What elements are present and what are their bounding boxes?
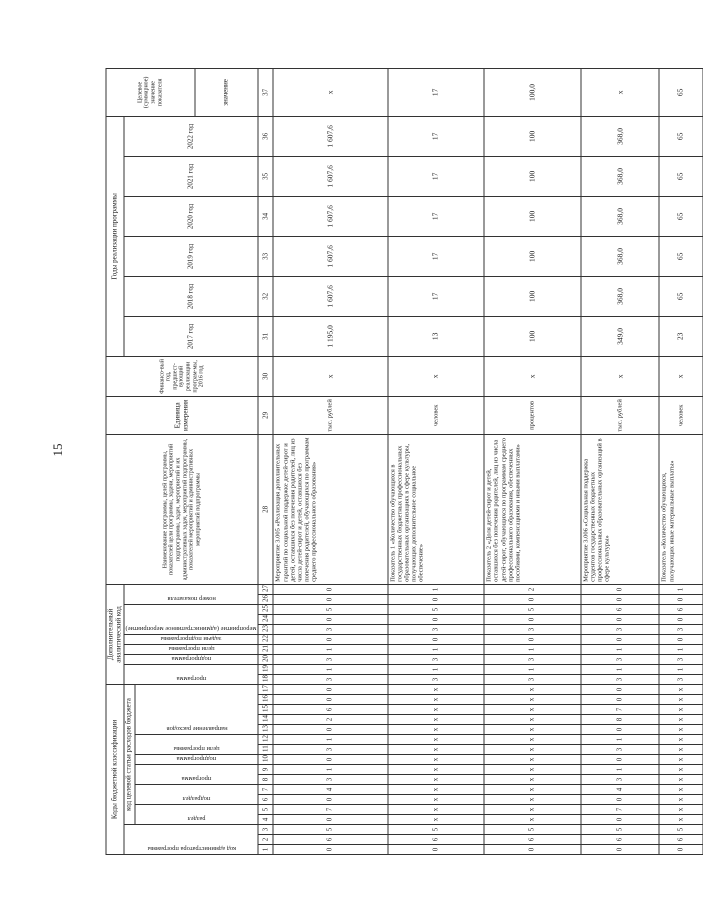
code-cell: 7 (580, 705, 659, 715)
code-cell: х (484, 805, 581, 815)
code-cell: 7 (273, 805, 387, 815)
row-name: Показатель 2 «Доля детей-сирот и детей, оставшихся без попечения родителей, лиц из числа детей-сирот, обучающихся по программам среднего профессионального образования, обеспеченных пособиями, компенсациями и иными выплатами» (484, 434, 581, 584)
code-cell: 6 (659, 604, 702, 614)
code-cell: х (659, 684, 702, 694)
code-cell: 0 (273, 684, 387, 694)
code-cell: 0 (273, 634, 387, 644)
code-cell: 0 (659, 634, 702, 644)
code-cell: 3 (580, 624, 659, 634)
column-number: 20 (258, 654, 273, 664)
code-cell: х (484, 695, 581, 705)
header-podprogramma: подпрограмма (135, 755, 258, 765)
row-target: 17 (387, 68, 484, 116)
code-cell: 6 (387, 835, 484, 845)
row-target: 100,0 (484, 68, 581, 116)
code-cell: 3 (273, 654, 387, 664)
code-cell: 0 (659, 594, 702, 604)
code-cell: х (387, 695, 484, 705)
code-cell: 3 (659, 624, 702, 634)
code-cell: 5 (273, 825, 387, 835)
code-cell: 1 (387, 584, 484, 594)
row-unit: человек (659, 396, 702, 434)
code-cell: 5 (484, 604, 581, 614)
code-cell: 0 (580, 795, 659, 805)
code-cell: 3 (484, 654, 581, 664)
row-unit: человек (387, 396, 484, 434)
header-podprogramma2: подпрограмма (124, 654, 258, 664)
code-cell: 0 (273, 584, 387, 594)
code-cell: 3 (387, 674, 484, 684)
code-cell: 3 (659, 674, 702, 684)
code-cell: 3 (580, 745, 659, 755)
row-year-value: 1 607,6 (273, 236, 387, 276)
code-cell: 0 (580, 594, 659, 604)
code-cell: 0 (273, 594, 387, 604)
column-number: 30 (258, 356, 273, 396)
code-cell: 3 (484, 674, 581, 684)
code-cell: 0 (484, 845, 581, 855)
row-year-value: 13 (387, 316, 484, 356)
row-year-value: 368,0 (580, 276, 659, 316)
code-cell: 0 (273, 815, 387, 825)
code-cell: х (484, 735, 581, 745)
row-fin-year: х (273, 356, 387, 396)
row-year-value: 23 (659, 316, 702, 356)
code-cell: х (387, 755, 484, 765)
header-2021: 2021 год (124, 156, 258, 196)
row-fin-year: х (387, 356, 484, 396)
code-cell: 3 (387, 624, 484, 634)
header-tsel-prog2: цели программы (124, 644, 258, 654)
header-podrazdel: подраздел (135, 785, 258, 805)
code-cell: 5 (387, 825, 484, 835)
row-year-value: 100 (484, 156, 581, 196)
table-row (659, 68, 702, 854)
code-cell: 0 (580, 725, 659, 735)
code-cell: х (387, 805, 484, 815)
rotated-table-wrapper (105, 75, 685, 855)
code-cell: х (387, 775, 484, 785)
code-cell: 0 (580, 755, 659, 765)
row-year-value: 17 (387, 156, 484, 196)
page-number: 15 (50, 443, 65, 457)
row-target: х (580, 68, 659, 116)
row-unit: тыс. рублей (580, 396, 659, 434)
header-target-sub: значение (195, 68, 258, 116)
code-cell: 0 (580, 695, 659, 705)
code-cell: 5 (484, 825, 581, 835)
code-cell: х (659, 795, 702, 805)
code-cell: 0 (580, 845, 659, 855)
header-extra-code: Дополнительный аналитический код (106, 584, 124, 684)
code-cell: х (659, 775, 702, 785)
column-number: 23 (258, 624, 273, 634)
column-number: 25 (258, 604, 273, 614)
column-number: 18 (258, 674, 273, 684)
code-cell: 6 (484, 835, 581, 845)
header-napr-rash: направление расходов (135, 684, 258, 734)
row-year-value: 100 (484, 196, 581, 236)
code-cell: х (659, 715, 702, 725)
code-cell: 5 (580, 825, 659, 835)
row-name: Мероприятие 3.006 «Социальная поддержка студентов государственных бюджетных профессиональных образовательных организаций в сфере культуры» (580, 434, 659, 584)
column-number: 15 (258, 705, 273, 715)
column-number: 16 (258, 695, 273, 705)
row-name: Показатель «Количество обучающихся, получающих иные материальные выплаты» (659, 434, 702, 584)
table-row (273, 68, 387, 854)
code-cell: 6 (273, 835, 387, 845)
code-cell: 5 (659, 825, 702, 835)
table-row (580, 68, 659, 854)
row-year-value: 65 (659, 116, 702, 156)
code-cell: х (659, 705, 702, 715)
row-year-value: 65 (659, 196, 702, 236)
code-cell: 0 (273, 755, 387, 765)
column-number: 27 (258, 584, 273, 594)
code-cell: х (659, 745, 702, 755)
code-cell: 0 (273, 695, 387, 705)
code-cell: х (484, 765, 581, 775)
table-body (273, 68, 702, 854)
code-cell: 3 (580, 674, 659, 684)
code-cell: 1 (659, 644, 702, 654)
header-bcc: Коды бюджетной классификации (106, 684, 124, 854)
program-table (105, 68, 703, 855)
code-cell: 0 (580, 584, 659, 594)
code-cell: х (484, 795, 581, 805)
code-cell: х (484, 745, 581, 755)
code-cell: х (484, 815, 581, 825)
row-unit: процентов (484, 396, 581, 434)
column-number: 21 (258, 644, 273, 654)
code-cell: 1 (273, 765, 387, 775)
column-number: 13 (258, 725, 273, 735)
header-unit: Единица измерения (106, 396, 258, 434)
column-number: 6 (258, 795, 273, 805)
document-sheet (105, 75, 685, 855)
code-cell: 4 (580, 785, 659, 795)
row-year-value: 368,0 (580, 236, 659, 276)
code-cell: х (659, 765, 702, 775)
header-2018: 2018 год (124, 276, 258, 316)
code-cell: 0 (484, 634, 581, 644)
row-fin-year: х (659, 356, 702, 396)
code-cell: х (387, 725, 484, 735)
code-cell: х (484, 684, 581, 694)
code-cell: 3 (484, 624, 581, 634)
header-tsel-prog: цели программы (135, 735, 258, 755)
column-number: 26 (258, 594, 273, 604)
code-cell: 3 (580, 775, 659, 785)
row-year-value: 100 (484, 316, 581, 356)
row-year-value: 65 (659, 236, 702, 276)
code-cell: 0 (580, 614, 659, 624)
column-number: 8 (258, 775, 273, 785)
header-2019: 2019 год (124, 236, 258, 276)
code-cell: х (484, 725, 581, 735)
row-year-value: 65 (659, 276, 702, 316)
row-target: х (273, 68, 387, 116)
code-cell: х (387, 785, 484, 795)
code-cell: 2 (484, 584, 581, 594)
code-cell: 3 (273, 674, 387, 684)
row-year-value: 17 (387, 116, 484, 156)
code-cell: 3 (273, 745, 387, 755)
column-number: 11 (258, 745, 273, 755)
header-target: Целевое (суммарное) значение показателя (106, 68, 195, 116)
header-row-groups (106, 68, 124, 854)
column-number: 37 (258, 68, 273, 116)
code-cell: 3 (659, 654, 702, 664)
code-cell: 1 (659, 584, 702, 594)
row-year-value: 100 (484, 236, 581, 276)
column-number: 14 (258, 715, 273, 725)
code-cell: 6 (273, 705, 387, 715)
row-year-value: 1 607,6 (273, 196, 387, 236)
column-number: 17 (258, 684, 273, 694)
code-cell: 3 (387, 654, 484, 664)
code-cell: х (484, 785, 581, 795)
code-cell: 1 (580, 664, 659, 674)
code-cell: х (659, 735, 702, 745)
header-programma2: программа (124, 664, 258, 684)
code-cell: 0 (273, 845, 387, 855)
column-number: 5 (258, 805, 273, 815)
column-number: 2 (258, 835, 273, 845)
row-year-value: 1 195,0 (273, 316, 387, 356)
table-row (387, 68, 484, 854)
row-year-value: 368,0 (580, 156, 659, 196)
code-cell: 5 (273, 604, 387, 614)
header-name: Наименование программы, целей программы, показателей цели программы, задачи, мероприятий подпрограммы, задач, мероприятий и их административных задач, мероприятий подпрограммы, показателей мероприятий и административных мероприятий подпрограммы (106, 434, 258, 584)
column-number: 1 (258, 845, 273, 855)
row-unit: тыс. рублей (273, 396, 387, 434)
code-cell: 0 (273, 614, 387, 624)
column-number: 28 (258, 434, 273, 584)
header-meropriyatie: мероприятие (административное мероприятие) (124, 604, 258, 634)
column-number: 36 (258, 116, 273, 156)
header-zadachi: задачи подпрограммы (124, 634, 258, 644)
code-cell: 1 (580, 765, 659, 775)
code-cell: 1 (484, 664, 581, 674)
column-number-row (258, 68, 273, 854)
row-year-value: 65 (659, 156, 702, 196)
code-cell: 1 (659, 664, 702, 674)
code-cell: 0 (387, 634, 484, 644)
code-cell: 6 (580, 835, 659, 845)
row-name: Показатель 1 «Количество обучающихся в государственных бюджетных профессиональных образовательных организациях в сфере культуры, получающих дополнительное социальное обеспечение» (387, 434, 484, 584)
code-cell: 3 (273, 624, 387, 634)
row-year-value: 1 607,6 (273, 116, 387, 156)
row-target: 65 (659, 68, 702, 116)
code-cell: 0 (484, 594, 581, 604)
code-cell: 6 (659, 835, 702, 845)
column-number: 24 (258, 614, 273, 624)
code-cell: х (387, 795, 484, 805)
row-fin-year: х (484, 356, 581, 396)
code-cell: х (659, 785, 702, 795)
column-number: 33 (258, 236, 273, 276)
row-year-value: 17 (387, 236, 484, 276)
code-cell: 6 (580, 604, 659, 614)
header-razdel: раздел (135, 805, 258, 825)
row-fin-year: х (580, 356, 659, 396)
row-year-value: 17 (387, 196, 484, 236)
code-cell: 5 (387, 604, 484, 614)
header-kvsr: код целевой статьи расходов бюджета (124, 684, 135, 824)
column-number: 35 (258, 156, 273, 196)
code-cell: х (659, 805, 702, 815)
code-cell: х (659, 725, 702, 735)
column-number: 3 (258, 825, 273, 835)
header-2020: 2020 год (124, 196, 258, 236)
column-number: 12 (258, 735, 273, 745)
code-cell: х (387, 684, 484, 694)
code-cell: х (387, 765, 484, 775)
header-years: Годы реализации программы (106, 116, 124, 356)
code-cell: х (659, 755, 702, 765)
code-cell: 3 (273, 775, 387, 785)
code-cell: х (387, 705, 484, 715)
code-cell: 2 (273, 715, 387, 725)
column-number: 4 (258, 815, 273, 825)
column-number: 7 (258, 785, 273, 795)
row-year-value: 100 (484, 276, 581, 316)
header-nomer-pokazatelya: номер показателя (124, 584, 258, 604)
column-number: 22 (258, 634, 273, 644)
header-2017: 2017 год (124, 316, 258, 356)
code-cell: 3 (580, 654, 659, 664)
header-admin-code: код администратора программы (124, 825, 258, 855)
header-programma: программа (135, 765, 258, 785)
column-number: 34 (258, 196, 273, 236)
code-cell: 0 (659, 614, 702, 624)
code-cell: 1 (273, 644, 387, 654)
code-cell: 0 (273, 725, 387, 735)
column-number: 10 (258, 755, 273, 765)
column-number: 29 (258, 396, 273, 434)
code-cell: 0 (273, 795, 387, 805)
code-cell: х (387, 815, 484, 825)
row-year-value: 100 (484, 116, 581, 156)
code-cell: 1 (273, 735, 387, 745)
code-cell: 0 (387, 845, 484, 855)
table-row (484, 68, 581, 854)
code-cell: х (387, 715, 484, 725)
code-cell: х (484, 715, 581, 725)
column-number: 32 (258, 276, 273, 316)
column-number: 31 (258, 316, 273, 356)
code-cell: 0 (580, 815, 659, 825)
header-2022: 2022 год (124, 116, 258, 156)
code-cell: х (659, 695, 702, 705)
code-cell: 8 (580, 715, 659, 725)
code-cell: х (484, 755, 581, 765)
code-cell: 0 (387, 594, 484, 604)
column-number: 19 (258, 664, 273, 674)
code-cell: 0 (484, 614, 581, 624)
code-cell: х (484, 775, 581, 785)
code-cell: 1 (484, 644, 581, 654)
row-year-value: 17 (387, 276, 484, 316)
code-cell: 7 (580, 805, 659, 815)
row-year-value: 1 607,6 (273, 156, 387, 196)
row-year-value: 368,0 (580, 196, 659, 236)
code-cell: 1 (387, 664, 484, 674)
code-cell: х (387, 735, 484, 745)
code-cell: 0 (580, 684, 659, 694)
row-year-value: 1 607,6 (273, 276, 387, 316)
row-name: Мероприятие 3.005 «Реализация дополнительных гарантий по социальной поддержке детей-сирот и детей, оставшихся без попечения родителей, лиц из числа детей-сирот и детей, оставшихся без попечения родителей, обучающихся по программам среднего профессионального образования» (273, 434, 387, 584)
row-year-value: 368,0 (580, 116, 659, 156)
code-cell: 0 (387, 614, 484, 624)
code-cell: 4 (273, 785, 387, 795)
code-cell: х (659, 815, 702, 825)
code-cell: 1 (580, 735, 659, 745)
column-number: 9 (258, 765, 273, 775)
code-cell: х (387, 745, 484, 755)
code-cell: 0 (580, 634, 659, 644)
code-cell: 1 (273, 664, 387, 674)
header-fin-year: Финансо-вый год, предшест-вующий реализации програм-мы, 2016 год (106, 356, 258, 396)
code-cell: х (484, 705, 581, 715)
row-year-value: 349,0 (580, 316, 659, 356)
code-cell: 1 (580, 644, 659, 654)
code-cell: 1 (387, 644, 484, 654)
code-cell: 0 (659, 845, 702, 855)
